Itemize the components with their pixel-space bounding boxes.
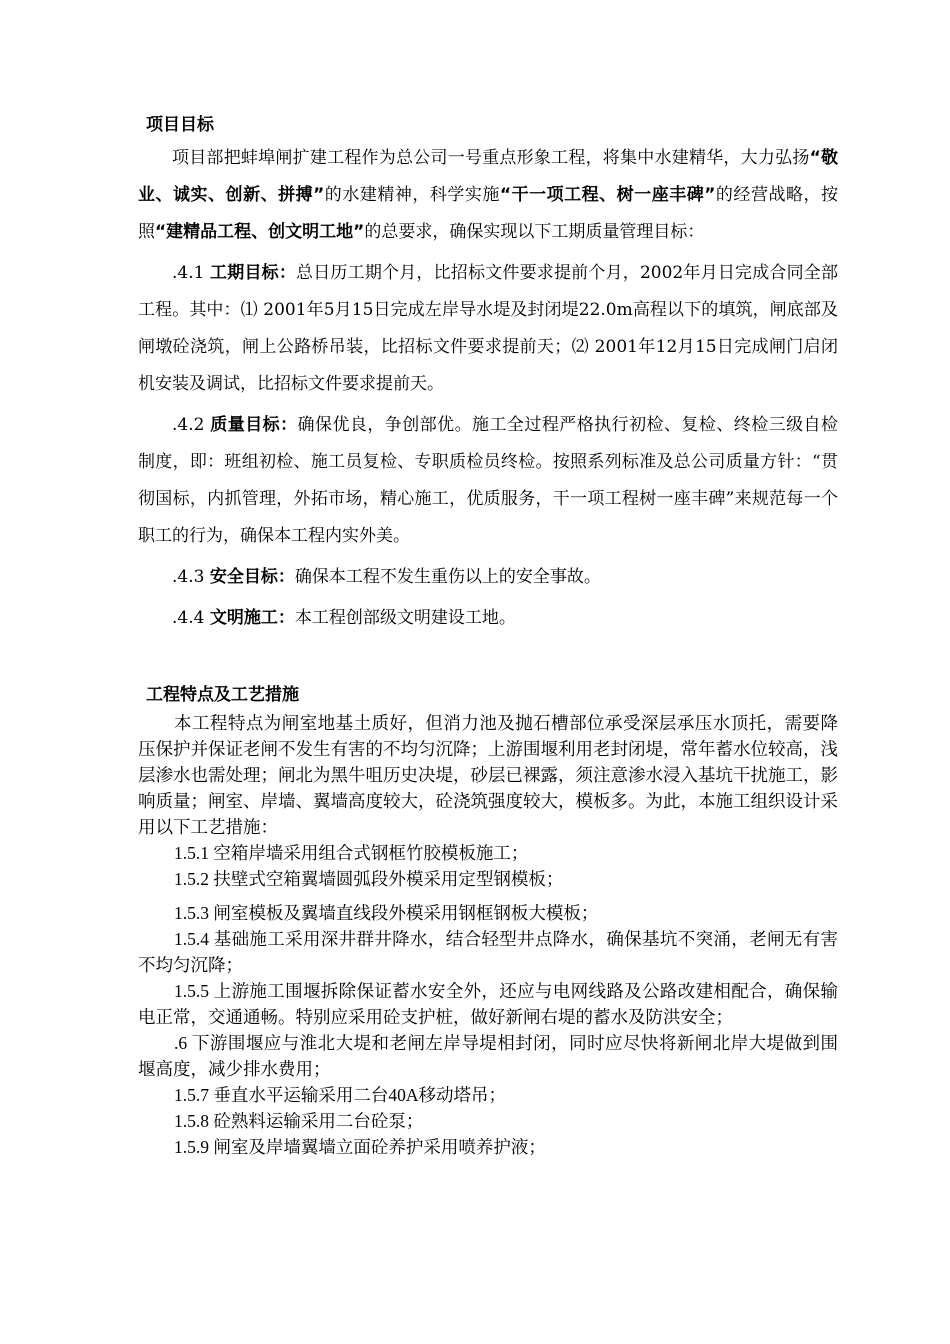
goal-text: 总日历工期个月，比招标文件要求提前个月，2002年月日完成合同全部工程。其中：⑴ 2001年5月15日完成左岸导水堤及封闭堤22.0m高程以下的填筑，闸底部及闸墩砼浇筑，闸上公路桥吊装，比招标文件要求提前天；⑵ 2001年12月15日完成闸门启闭机安装及调试，比招标文件要求提前天。: [138, 263, 839, 394]
measure-item: 1.5.9 闸室及岸墙翼墙立面砼养护采用喷养护液；: [174, 1137, 546, 1157]
goal-label: 工期目标：: [210, 263, 297, 283]
measure-item: 1.5.1 空箱岸墙采用组合式钢框竹胶模板施工；: [174, 843, 529, 863]
goal-number: .4.4: [172, 608, 210, 628]
goal-text: 确保本工程不发生重伤以上的安全事故。: [294, 567, 601, 587]
goal-label: 文明施工：: [209, 608, 295, 628]
features-section: [138, 710, 838, 1160]
section-heading-project-goals: 项目目标: [146, 115, 214, 135]
intro-bold-slogan-1: “敬业、诚实、创新、拼搏”: [138, 148, 838, 205]
goal-label: 安全目标：: [209, 567, 295, 587]
goal-number: .4.3: [172, 567, 210, 587]
goal-text: 确保优良，争创部优。施工全过程严格执行初检、复检、终检三级自检制度，即：班组初检、施工员复检、专职质检员终检。按照系列标准及总公司质量方针：“贯彻国标，内抓管理，外拓市场，精心施工，优质服务，干一项工程树一座丰碑”来规范每一个职工的行为，确保本工程内实外美。: [138, 415, 839, 546]
goals-section: [138, 140, 838, 637]
intro-bold-slogan-2: “干一项工程、树一座丰碑”: [499, 185, 716, 205]
measure-item: 1.5.4 基础施工采用深井群井降水，结合轻型井点降水，确保基坑不突涌，老闸无有害不均匀沉降；: [138, 929, 838, 975]
measure-item: 1.5.3 闸室模板及翼墙直线段外模采用钢框钢板大模板；: [174, 903, 599, 923]
goal-number: .4.2: [172, 415, 211, 435]
goal-label: 质量目标：: [210, 415, 298, 435]
goals-intro-paragraph: [138, 140, 838, 251]
intro-text-1: 项目部把蚌埠闸扩建工程作为总公司一号重点形象工程，将集中水建精华，大力弘扬: [172, 148, 810, 168]
intro-text-4: 的总要求，确保实现以下工期质量管理目标：: [364, 222, 705, 242]
section-heading-features-measures: 工程特点及工艺措施: [146, 685, 299, 705]
goal-item-schedule: [138, 255, 838, 403]
measure-item: .6 下游围堰应与淮北大堤和老闸左岸导堤相封闭，同时应尽快将新闸北岸大堤做到围堰高度，减少排水费用；: [138, 1033, 838, 1079]
intro-text-2: 的水建精神，科学实施: [324, 185, 500, 205]
goal-item-civilized: [138, 600, 838, 637]
intro-bold-slogan-3: “建精品工程、创文明工地”: [155, 222, 365, 242]
measure-item: 1.5.7 垂直水平运输采用二台40A移动塔吊；: [174, 1085, 507, 1105]
intro-text-3: 的经营战略，按照: [138, 185, 838, 242]
measure-item: 1.5.8 砼熟料运输采用二台砼泵；: [174, 1111, 424, 1131]
goal-number: .4.1: [172, 263, 211, 283]
measure-item: 1.5.2 扶壁式空箱翼墙圆弧段外模采用定型钢模板；: [174, 869, 564, 889]
goal-item-safety: [138, 559, 838, 596]
goal-text: 本工程创部级文明建设工地。: [294, 608, 516, 628]
features-intro-paragraph: 本工程特点为闸室地基土质好，但消力池及抛石槽部位承受深层承压水顶托，需要降压保护并保证老闸不发生有害的不均匀沉降；上游围堰利用老封闭堤，常年蓄水位较高，浅层渗水也需处理；闸北为黑牛咀历史决堤，砂层已裸露，须注意渗水浸入基坑干扰施工，影响质量；闸室、岸墙、翼墙高度较大，砼浇筑强度较大，模板多。为此，本施工组织设计采用以下工艺措施：: [138, 713, 838, 837]
measure-item: 1.5.5 上游施工围堰拆除保证蓄水安全外，还应与电网线路及公路改建相配合，确保输电正常，交通通畅。特别应采用砼支护桩，做好新闸右堤的蓄水及防洪安全；: [138, 981, 838, 1027]
goal-item-quality: [138, 407, 838, 555]
